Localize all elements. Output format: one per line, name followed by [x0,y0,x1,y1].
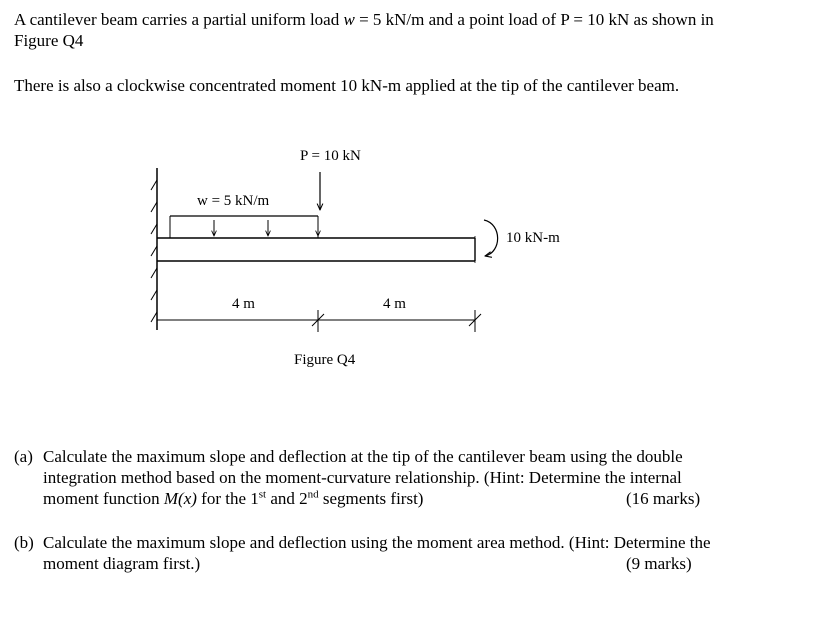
fixed-wall [151,168,157,330]
question-a-text-3: and 2 [266,489,308,508]
question-a-text [43,446,723,509]
question-a-text-1: Calculate the maximum slope and deflection at the tip of the cantilever beam using the double integration method based on the moment-curvature relationship. (Hint: Determine the internal moment function [43,447,683,508]
question-a-text-4: segments first) [318,489,424,508]
question-a-label: (a) [14,447,33,466]
point-load-label: P = 10 kN [300,148,361,164]
question-a-moment-function: M(x) [163,489,197,508]
question-b-text: Calculate the maximum slope and deflection using the moment area method. (Hint: Determine the moment diagram first.) [43,533,711,573]
intro-paragraph-2: There is also a clockwise concentrated moment 10 kN-m applied at the tip of the cantilever beam. [14,76,680,95]
udl-load [170,216,318,238]
question-b [14,532,754,576]
question-a [14,446,754,512]
dimension-label-2: 4 m [383,296,406,312]
question-a-sup-2: nd [307,488,319,501]
udl-label: w = 5 kN/m [197,193,270,209]
question-a-text-2: for the 1 [196,489,259,508]
question-b-marks: (9 marks) [626,554,692,573]
intro-text-a: A cantilever beam carries a partial uniform load [14,10,344,29]
dimension-line [157,310,481,332]
intro-text-b: = 5 kN/m and a point load of P = 10 kN as shown in Figure Q4 [14,10,714,50]
question-a-marks: (16 marks) [626,489,701,508]
intro-paragraph-1 [14,9,734,51]
question-a-sup-1: st [258,488,267,501]
intro-w-symbol: w [343,10,355,29]
tip-moment-arrow [484,220,498,256]
figure-caption: Figure Q4 [294,352,356,368]
dimension-label-1: 4 m [232,296,255,312]
beam [157,236,475,263]
question-b-label: (b) [14,533,34,552]
tip-moment-label: 10 kN-m [506,230,560,246]
figure-q4 [140,140,600,380]
